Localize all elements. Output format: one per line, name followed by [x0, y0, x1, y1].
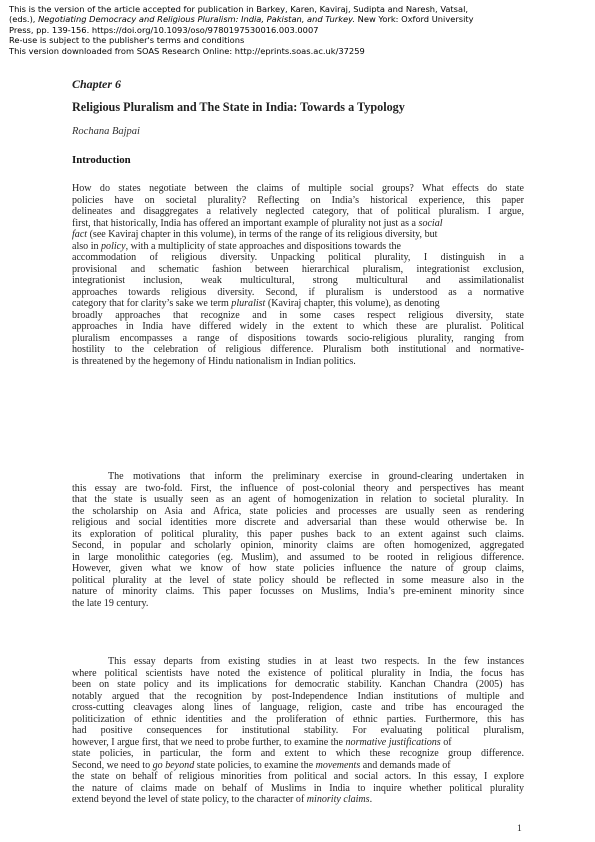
- section-heading: Introduction: [72, 154, 131, 166]
- emphasis: minority claims: [306, 794, 370, 805]
- text-line: approaches towards religious diversity. Second, if pluralism is understood as a normative: [72, 286, 524, 298]
- text-line: delineates and disaggregates a relatively neglected category, that of political pluralism. I argue,: [72, 206, 524, 217]
- book-title: Negotiating Democracy and Religious Pluralism: India, Pakistan, and Turkey.: [38, 14, 356, 25]
- author-name: Rochana Bajpai: [72, 126, 140, 137]
- paragraph: [72, 183, 524, 367]
- paper-title: Religious Pluralism and The State in India: Towards a Typology: [72, 100, 405, 114]
- page-number: 1: [517, 824, 522, 834]
- text-line: nature of minority claims. This paper focusses on Muslims, India’s pre-eminent minority since: [72, 586, 524, 597]
- text-line: The motivations that inform the preliminary exercise in ground-clearing undertaken in: [108, 471, 524, 482]
- text-line: [72, 794, 524, 806]
- emphasis: social: [418, 217, 443, 229]
- text-line: is threatened by the hegemony of Hindu nationalism in Indian politics.: [72, 355, 356, 367]
- publication-notice: [9, 4, 587, 56]
- text-line: that the state is usually seen as an agent of homogenization in relation to societal plurality. In: [72, 494, 524, 505]
- text-run: , with a multiplicity of state approaches and dispositions towards the: [125, 240, 401, 252]
- text-line: been on state policy and its implications for democratic stability. Kanchan Chandra (2005) has: [72, 679, 524, 690]
- emphasis: policy: [101, 240, 126, 252]
- text-run: category that for clarity’s sake we term: [72, 298, 232, 309]
- text-line: integrationist inclusion, weak multicultural, strong multicultural and assimilationalist: [72, 275, 524, 286]
- text-run: .: [369, 794, 373, 805]
- text-line: the state on behalf of religious minorities from political and social actors. In this essay, I explore: [72, 771, 524, 782]
- text-line: broadly approaches that recognize and in some cases respect religious diversity, state: [72, 309, 524, 321]
- text-run: extend beyond the level of state policy, to the character of: [72, 794, 307, 805]
- text-line: had positive consequences for institutional stability. For evaluating political pluralism,: [72, 725, 524, 736]
- text-line: state policies, in particular, the form and extent to which these recognize group difference.: [72, 748, 524, 759]
- text-run: (Kaviraj chapter, this volume), as denoting: [265, 298, 440, 309]
- notice-text: (eds.),: [9, 14, 39, 25]
- text-run: also in: [72, 240, 102, 252]
- text-line: How do states negotiate between the claims of multiple social groups? What effects do state: [72, 183, 524, 194]
- text-line: the nature of claims made on behalf of Muslims in India to inquire whether political plurality: [72, 782, 524, 794]
- notice-line: Press, pp. 139-156. https://doi.org/10.1093/oso/9780197530016.003.0007: [9, 24, 319, 35]
- emphasis: movements: [315, 759, 361, 771]
- text-line: in large monolithic categories (eg. Muslim), and assumed to be rooted in religious difference.: [72, 551, 524, 563]
- notice-line: This version downloaded from SOAS Research Online: http://eprints.soas.ac.uk/37259: [9, 45, 365, 56]
- text-line: This essay departs from existing studies in at least two respects. In the few instances: [108, 656, 524, 667]
- text-run: (see Kaviraj chapter in this volume), in terms of the range of its religious diversity, but: [87, 229, 438, 240]
- text-run: first, that historically, India has offered an important example of plurality not just as a: [72, 217, 419, 229]
- emphasis: normative justifications: [345, 736, 441, 748]
- text-line: the late 19 century.: [72, 597, 149, 609]
- chapter-label: Chapter 6: [72, 77, 122, 91]
- text-line: [72, 229, 524, 241]
- text-line: this essay are two-fold. First, the influence of post-colonial theory and perspectives has meant: [72, 482, 524, 494]
- text-line: cross-cutting cleavages along lines of language, religion, caste and tribe has encouraged the: [72, 702, 524, 713]
- text-line: notably argued that the recognition by post-Independence Indian institutions of multiple and: [72, 690, 524, 702]
- text-run: state policies, to examine the: [194, 759, 316, 771]
- paragraph: [72, 471, 524, 609]
- text-line: [72, 218, 524, 230]
- text-line: the scholarship on Asia and Africa, state policies and processes are usually seen as rendering: [72, 505, 524, 517]
- text-line: [72, 241, 524, 253]
- text-run: Second, we need to: [72, 759, 153, 771]
- text-line: political plurality at the level of state policy should be reflected in some measure also in the: [72, 574, 524, 586]
- text-run: of: [440, 736, 452, 748]
- notice-text: New York: Oxford University: [355, 14, 474, 25]
- text-line: religious and social identities more discrete and adversarial than these would otherwise be. In: [72, 517, 524, 528]
- text-line: provisional and schematic fashion between hierarchical pluralism, integrationist exclusion,: [72, 263, 524, 275]
- emphasis: pluralist: [231, 298, 266, 309]
- text-line: Second, in popular and scholarly opinion, minority claims are often homogenized, aggregated: [72, 540, 524, 551]
- text-line: approaches in India have differed widely in the extent to which these are pluralist. Political: [72, 321, 524, 332]
- text-run: and demands made of: [360, 759, 451, 771]
- text-line: [72, 298, 524, 310]
- text-line: politicization of ethnic identities and the proliferation of ethnic parties. Furthermore, this has: [72, 713, 524, 725]
- text-line: pluralism encompasses a range of dispositions towards socio-religious plurality, ranging from: [72, 332, 524, 344]
- text-line: its exploration of political plurality, this paper pushes back to an extent against such claims.: [72, 528, 524, 540]
- text-line: hostility to the celebration of religious difference. Pluralism both institutional and normative-: [72, 344, 524, 355]
- text-line: However, given what we know of how state policies influence the nature of group claims,: [72, 563, 524, 574]
- paragraph: [72, 656, 524, 806]
- text-line: where political scientists have noted the existence of political plurality in India, the focus has: [72, 667, 524, 679]
- notice-line: Re-use is subject to the publisher's terms and conditions: [9, 35, 245, 46]
- notice-line: This is the version of the article accepted for publication in Barkey, Karen, Kaviraj, Sudipta and Naresh, Vatsal,: [9, 4, 469, 14]
- notice-line: [9, 14, 587, 24]
- emphasis: go beyond: [152, 759, 195, 771]
- text-line: policies have on societal plurality? Reflecting on India’s historical experience, this paper: [72, 194, 524, 206]
- text-line: accommodation of religious diversity. Unpacking political plurality, I distinguish in a: [72, 252, 524, 263]
- text-line: [72, 760, 524, 772]
- text-run: however, I argue first, that we need to probe further, to examine the: [72, 736, 346, 748]
- emphasis: fact: [72, 229, 88, 240]
- text-line: [72, 737, 524, 749]
